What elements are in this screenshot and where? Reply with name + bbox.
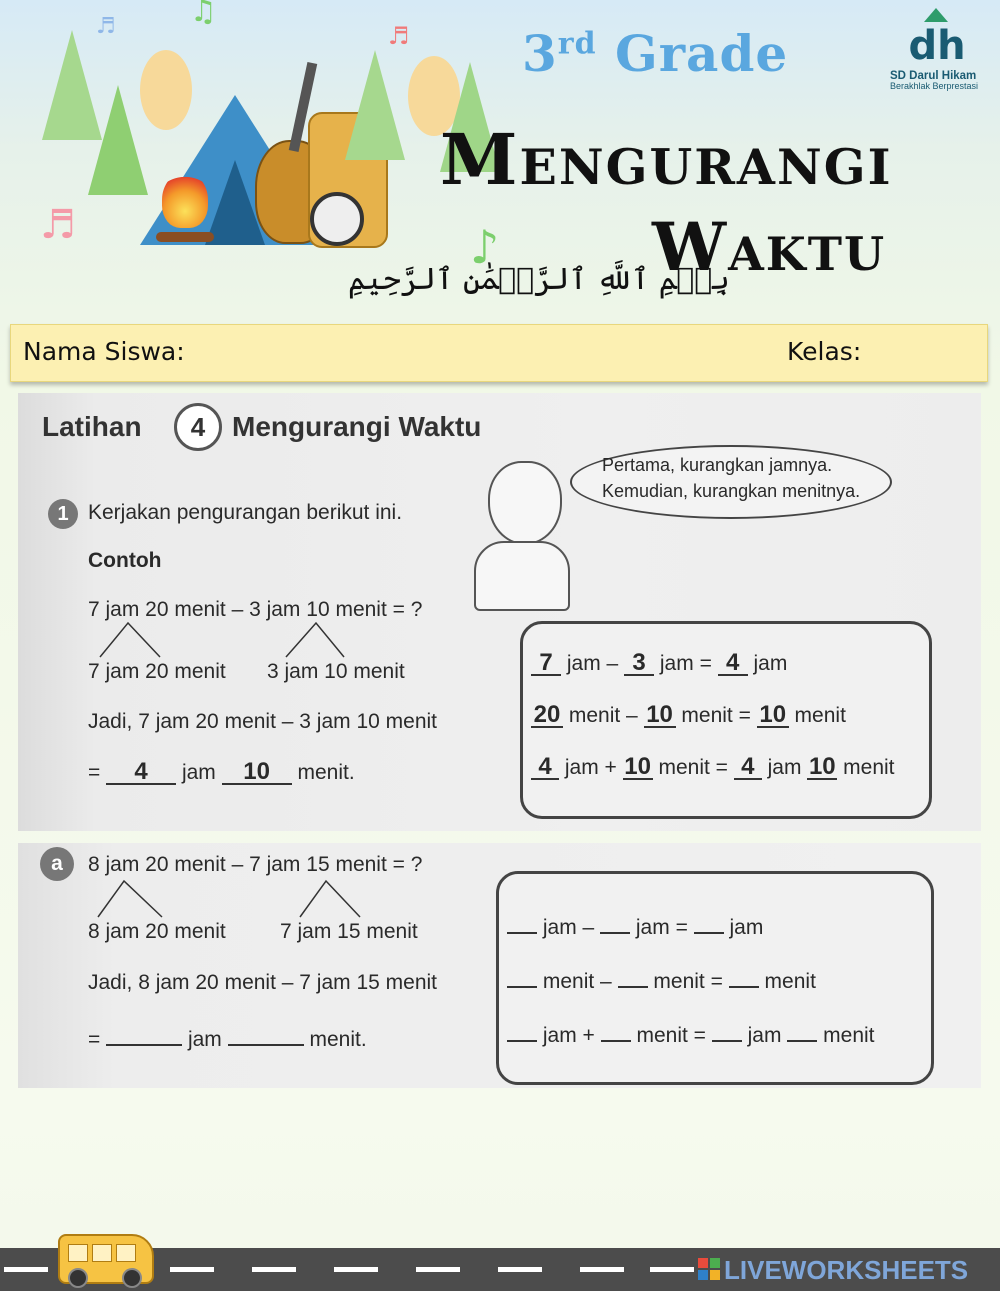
input-blank[interactable]: [601, 1040, 631, 1042]
music-note-icon: ♬: [388, 22, 410, 50]
road-marking: [170, 1267, 214, 1272]
box-row-jam: 7 jam – 3 jam = 4 jam: [531, 652, 787, 676]
class-label: Kelas:: [787, 337, 862, 366]
exercise-title: Mengurangi Waktu: [232, 411, 482, 442]
question-number: 1: [48, 499, 78, 529]
box-row-menit: 20 menit – 10 menit = 10 menit: [531, 704, 846, 728]
school-logo-mark: dh: [902, 8, 972, 70]
example-split-right: 3 jam 10 menit: [267, 660, 405, 683]
music-note-icon: ♫: [190, 0, 217, 29]
question-a-section: [18, 843, 981, 1088]
input-blank[interactable]: [712, 1040, 742, 1042]
split-lines: [88, 621, 388, 661]
input-blank[interactable]: [787, 1040, 817, 1042]
example-split-left: 7 jam 20 menit: [88, 660, 226, 683]
speech-bubble: [570, 445, 892, 519]
road-marking: [580, 1267, 624, 1272]
road-marking: [4, 1267, 48, 1272]
box-row-jam: jam – jam = jam: [507, 916, 763, 940]
tree-right: [345, 50, 405, 160]
question-a-split-left: 8 jam 20 menit: [88, 920, 226, 943]
page-title-line2: Waktu: [652, 208, 887, 286]
road-marking: [498, 1267, 542, 1272]
student-info-bar: [10, 324, 988, 382]
box-row-result: jam + menit = jam menit: [507, 1024, 875, 1048]
boy-illustration-body: [474, 541, 570, 611]
input-blank[interactable]: [507, 932, 537, 934]
compass-icon: [310, 192, 364, 246]
road-marking: [650, 1267, 694, 1272]
example-section: [18, 393, 981, 831]
campfire-icon: [162, 172, 208, 228]
example-problem: 7 jam 20 menit – 3 jam 10 menit = ?: [88, 598, 423, 621]
music-note-icon: ♬: [40, 202, 76, 248]
bismillah-text: بِسۡمِ ٱللَّهِ ٱلرَّحۡمَٰنِ ٱلرَّحِيمِ: [348, 262, 730, 297]
tree-small: [88, 85, 148, 195]
page-title-line1: Mengurangi: [440, 118, 893, 201]
answer-jam: 4: [106, 761, 176, 785]
boy-illustration: [488, 461, 562, 545]
question-letter: a: [40, 847, 74, 881]
input-blank[interactable]: [507, 1040, 537, 1042]
bus-wheel: [122, 1268, 142, 1288]
example-conclusion: Jadi, 7 jam 20 menit – 3 jam 10 menit: [88, 710, 438, 733]
question-a-answer-line: = jam menit.: [88, 1028, 367, 1051]
school-name: SD Darul Hikam: [890, 70, 977, 82]
input-blank[interactable]: [507, 986, 537, 988]
music-note-icon: ♬: [96, 14, 116, 39]
question-a-split-right: 7 jam 15 menit: [280, 920, 418, 943]
box-row-menit: menit – menit = menit: [507, 970, 816, 994]
school-tagline: Berakhlak Berprestasi: [890, 81, 979, 91]
road-marking: [252, 1267, 296, 1272]
exercise-label: Latihan: [42, 411, 142, 442]
instruction-text: Kerjakan pengurangan berikut ini.: [88, 501, 403, 524]
input-blank[interactable]: [694, 932, 724, 934]
bus-wheel: [68, 1268, 88, 1288]
input-blank[interactable]: [600, 932, 630, 934]
speech-line: Kemudian, kurangkan menitnya.: [602, 481, 861, 501]
music-note-icon: ♪: [470, 220, 500, 274]
input-jam[interactable]: [106, 1044, 182, 1046]
split-lines: [88, 879, 388, 921]
grade-heading: 3rd Grade: [522, 24, 789, 83]
exercise-number: 4: [174, 403, 222, 451]
student-name-label: Nama Siswa:: [23, 337, 185, 366]
example-answer-box: [520, 621, 932, 819]
question-a-answer-box: [496, 871, 934, 1085]
example-label: Contoh: [88, 549, 162, 572]
input-menit[interactable]: [228, 1044, 304, 1046]
box-row-result: 4 jam + 10 menit = 4 jam 10 menit: [531, 756, 895, 780]
school-logo: [890, 8, 998, 91]
input-blank[interactable]: [729, 986, 759, 988]
liveworksheets-brand[interactable]: LIVEWORKSHEETS: [724, 1255, 969, 1285]
example-answer-line: = 4 jam 10 menit.: [88, 758, 355, 785]
liveworksheets-logo-icon: [698, 1258, 720, 1280]
road-marking: [334, 1267, 378, 1272]
question-a-conclusion: Jadi, 8 jam 20 menit – 7 jam 15 menit: [88, 971, 438, 994]
campfire-logs: [156, 232, 214, 242]
question-a-problem: 8 jam 20 menit – 7 jam 15 menit = ?: [88, 853, 423, 876]
road-marking: [416, 1267, 460, 1272]
speech-line: Pertama, kurangkan jamnya.: [602, 455, 833, 475]
input-blank[interactable]: [618, 986, 648, 988]
answer-menit: 10: [222, 761, 292, 785]
